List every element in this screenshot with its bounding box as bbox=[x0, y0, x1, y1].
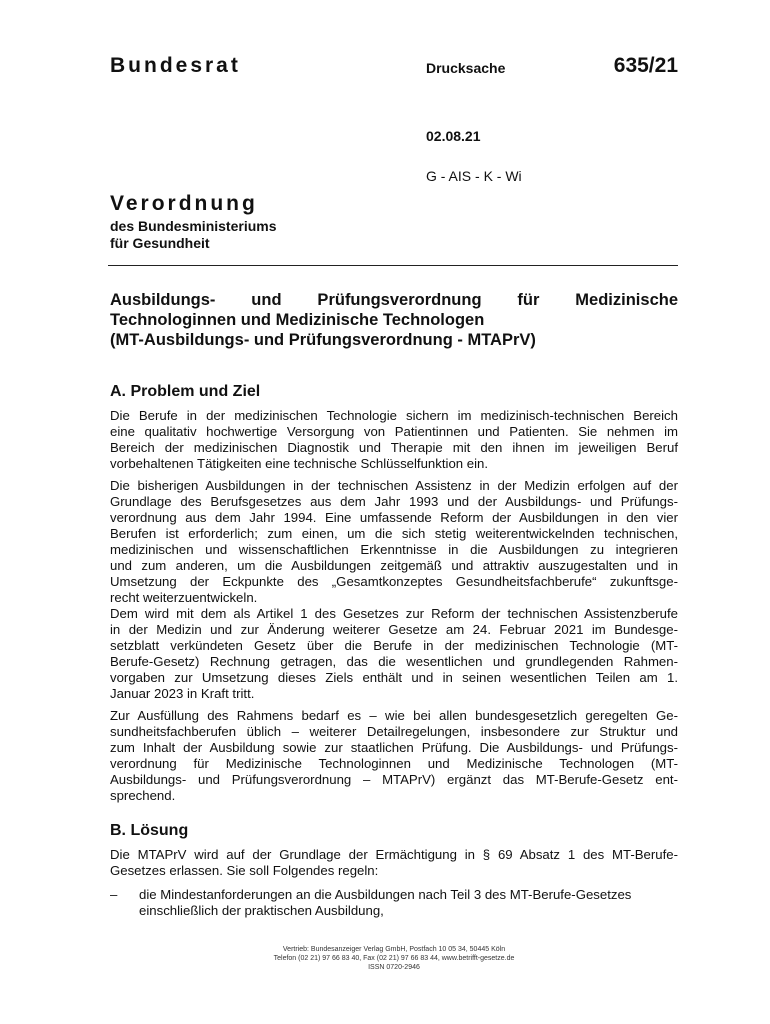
footer-line: ISSN 0720-2946 bbox=[368, 964, 420, 971]
text-line: verordnung für Medizinische Technologinnen und Medizinische Technologen (MT- bbox=[110, 756, 678, 771]
text-line: Grundlage des Berufsgesetzes aus dem Jahr 1993 und der Ausbildungs- und Prüfungs- bbox=[110, 494, 678, 509]
text-line: vorgaben zur Umsetzung dieses Ziels enthält und in seinen wesentlichen Teilen am 1. bbox=[110, 670, 678, 685]
title-line: Technologinnen und Medizinische Technologen bbox=[110, 311, 485, 329]
footer-line: Vertrieb: Bundesanzeiger Verlag GmbH, Postfach 10 05 34, 50445 Köln bbox=[282, 946, 506, 953]
text-line: eine qualitativ hochwertige Versorgung von Patientinnen und Patienten. Sie nehmen im bbox=[110, 424, 678, 439]
text-line: Die Berufe in der medizinischen Technologie sichern im medizinisch-technischen Bereich bbox=[110, 408, 678, 423]
text-line: die Mindestanforderungen an die Ausbildungen nach Teil 3 des MT-Berufe-Gesetzes bbox=[139, 887, 632, 902]
title-line: (MT-Ausbildungs- und Prüfungsverordnung - MTAPrV) bbox=[110, 331, 536, 349]
document-type: Verordnung bbox=[110, 192, 258, 215]
text-line: und zum anderen, um die Ausbildungen zeitgemäß und attraktiv auszugestalten und in bbox=[110, 558, 678, 573]
bullet-marker: – bbox=[110, 887, 118, 902]
footer-line: Telefon (02 21) 97 66 83 40, Fax (02 21) 97 66 83 44, www.betrifft-gesetze.de bbox=[273, 955, 515, 962]
section-a-paragraph-2 bbox=[110, 478, 678, 606]
text-line: Berufe-Gesetz) Rechnung getragen, das die wesentlichen und grundlegenden Rahmen- bbox=[110, 654, 678, 669]
text-line: Zur Ausfüllung des Rahmens bedarf es – wie bei allen bundesgesetzlich geregelten Ge- bbox=[110, 708, 678, 723]
text-line: verordnung aus dem Jahr 1994. Eine umfassende Reform der Ausbildungen in den vier bbox=[110, 510, 678, 525]
text-line: Ausbildungs- und Prüfungsverordnung – MTAPrV) ergänzt das MT-Berufe-Gesetz ent- bbox=[110, 772, 678, 787]
section-a-paragraph-1 bbox=[110, 408, 678, 472]
bullet-item bbox=[139, 887, 678, 919]
text-line: Bereich der medizinischen Diagnostik und Therapie mit den ihnen im jeweiligen Beruf bbox=[110, 440, 678, 455]
text-line: in der Medizin und zur Änderung weiterer Gesetze am 24. Februar 2021 im Bundesge- bbox=[110, 622, 678, 637]
title-line: Ausbildungs- und Prüfungsverordnung für Medizinische bbox=[110, 291, 678, 309]
publisher-footer bbox=[110, 945, 678, 972]
text-line: Die bisherigen Ausbildungen in der technischen Assistenz in der Medizin erfolgen auf der bbox=[110, 478, 678, 493]
drucksache-number: 635/21 bbox=[613, 54, 678, 77]
committees: G - AIS - K - Wi bbox=[426, 168, 522, 184]
section-b-heading: B. Lösung bbox=[110, 822, 189, 839]
text-line: Die MTAPrV wird auf der Grundlage der Ermächtigung in § 69 Absatz 1 des MT-Berufe- bbox=[110, 847, 678, 862]
section-a-paragraph-4 bbox=[110, 708, 678, 804]
text-line: sprechend. bbox=[110, 788, 176, 803]
text-line: recht weiterzuentwickeln. bbox=[110, 590, 258, 605]
section-a-paragraph-3 bbox=[110, 606, 678, 702]
text-line: medizinischen und wissenschaftlichen Erkenntnisse in die Ausbildungen zu integrieren bbox=[110, 542, 678, 557]
text-line: sundheitsfachberufen üblich – weiterer Detailregelungen, insbesondere zur Struktur und bbox=[110, 724, 678, 739]
document-date: 02.08.21 bbox=[426, 128, 481, 144]
section-b-paragraph-1 bbox=[110, 847, 678, 879]
text-line: zum Inhalt der Ausbildung sowie zur staatlichen Prüfung. Die Ausbildungs- und Prüfungs- bbox=[110, 740, 678, 755]
text-line: Gesetzes erlassen. Sie soll Folgendes regeln: bbox=[110, 863, 379, 878]
text-line: einschließlich der praktischen Ausbildung, bbox=[139, 903, 384, 918]
text-line: vorbehaltenen Tätigkeiten eine technische Schlüsselfunktion ein. bbox=[110, 456, 489, 471]
text-line: setzblatt verkündeten Gesetz über die Berufe in der medizinischen Technologie (MT- bbox=[110, 638, 678, 653]
text-line: Berufen ist erforderlich; zum einen, um die sich stetig weiterentwickelnden technischen, bbox=[110, 526, 678, 541]
header-divider bbox=[108, 265, 678, 266]
org-name: Bundesrat bbox=[110, 54, 241, 77]
section-a-heading: A. Problem und Ziel bbox=[110, 383, 261, 400]
issuer-line-2: für Gesundheit bbox=[110, 235, 210, 251]
text-line: Januar 2023 in Kraft tritt. bbox=[110, 686, 255, 701]
text-line: Umsetzung der Eckpunkte des „Gesamtkonzeptes Gesundheitsfachberufe“ zukunftsge- bbox=[110, 574, 678, 589]
drucksache-label: Drucksache bbox=[426, 60, 506, 76]
text-line: Dem wird mit dem als Artikel 1 des Gesetzes zur Reform der technischen Assistenzberufe bbox=[110, 606, 678, 621]
issuer-line-1: des Bundesministeriums bbox=[110, 218, 277, 234]
document-title bbox=[110, 290, 678, 350]
